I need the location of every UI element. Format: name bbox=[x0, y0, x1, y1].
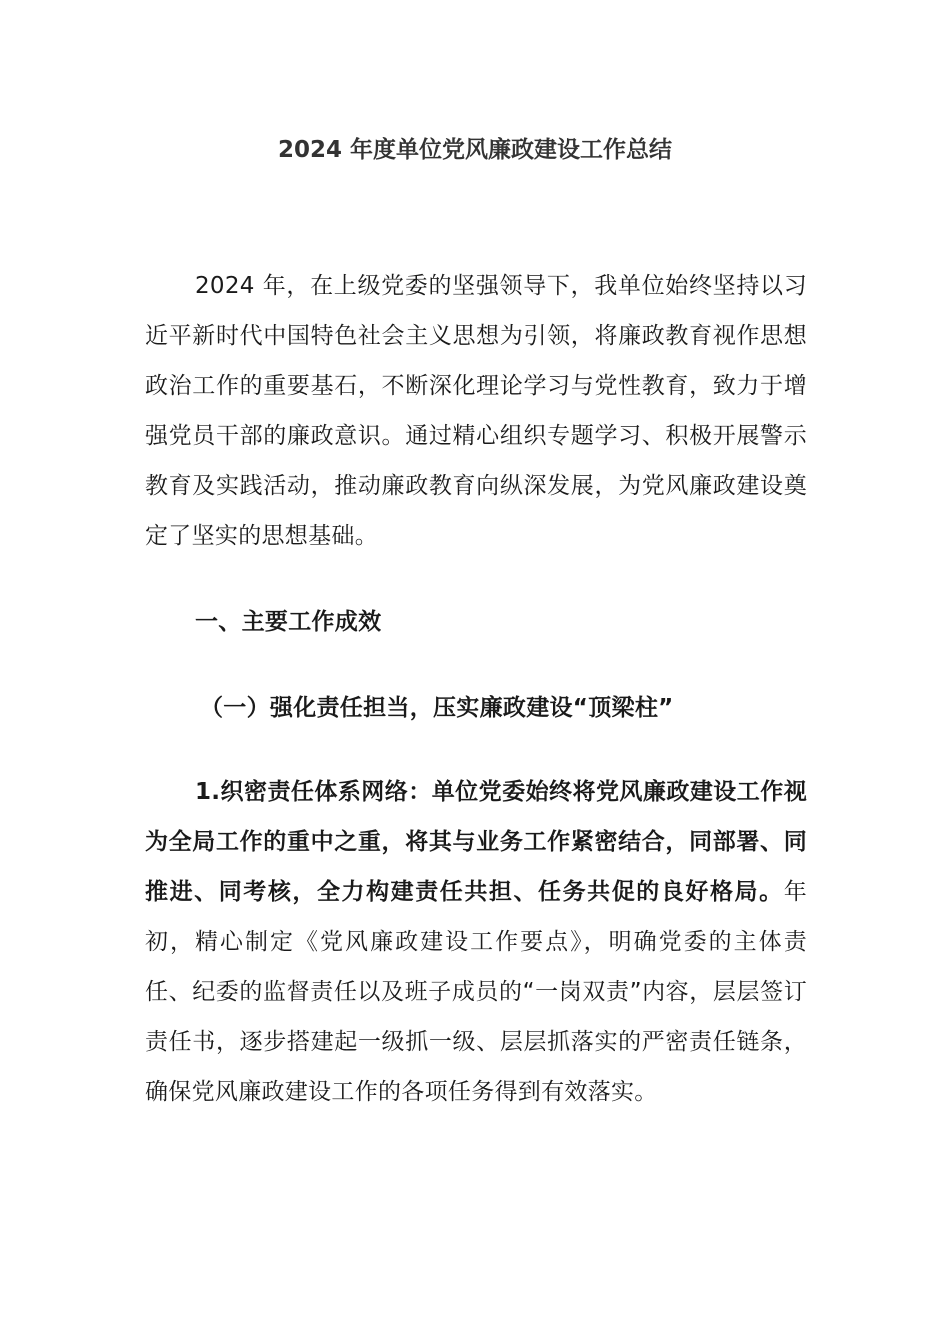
subsection-heading: （一）强化责任担当，压实廉政建设“顶梁柱” bbox=[200, 695, 674, 721]
item-body-text: 年初，精心制定《党风廉政建设工作要点》，明确党委的主体责任、纪委的监督责任以及班子成员的“一岗双责”内容，层层签订责任书，逐步搭建起一级抓一级、层层抓落实的严密责任链条，确保党风廉政建设工作的各项任务得到有效落实。 bbox=[145, 879, 807, 1105]
document-title: 2024 年度单位党风廉政建设工作总结 bbox=[277, 137, 673, 163]
item-paragraph bbox=[145, 767, 807, 1117]
intro-paragraph: 2024 年，在上级党委的坚强领导下，我单位始终坚持以习近平新时代中国特色社会主义思想为引领，将廉政教育视作思想政治工作的重要基石，不断深化理论学习与党性教育，致力于增强党员干部的廉政意识。通过精心组织专题学习、积极开展警示教育及实践活动，推动廉政教育向纵深发展，为党风廉政建设奠定了坚实的思想基础。 bbox=[145, 273, 807, 549]
section-heading: 一、主要工作成效 bbox=[195, 609, 382, 635]
item-lead-text: 1.织密责任体系网络：单位党委始终将党风廉政建设工作视为全局工作的重中之重，将其与业务工作紧密结合，同部署、同推进、同考核，全力构建责任共担、任务共促的良好格局。 bbox=[145, 779, 807, 905]
